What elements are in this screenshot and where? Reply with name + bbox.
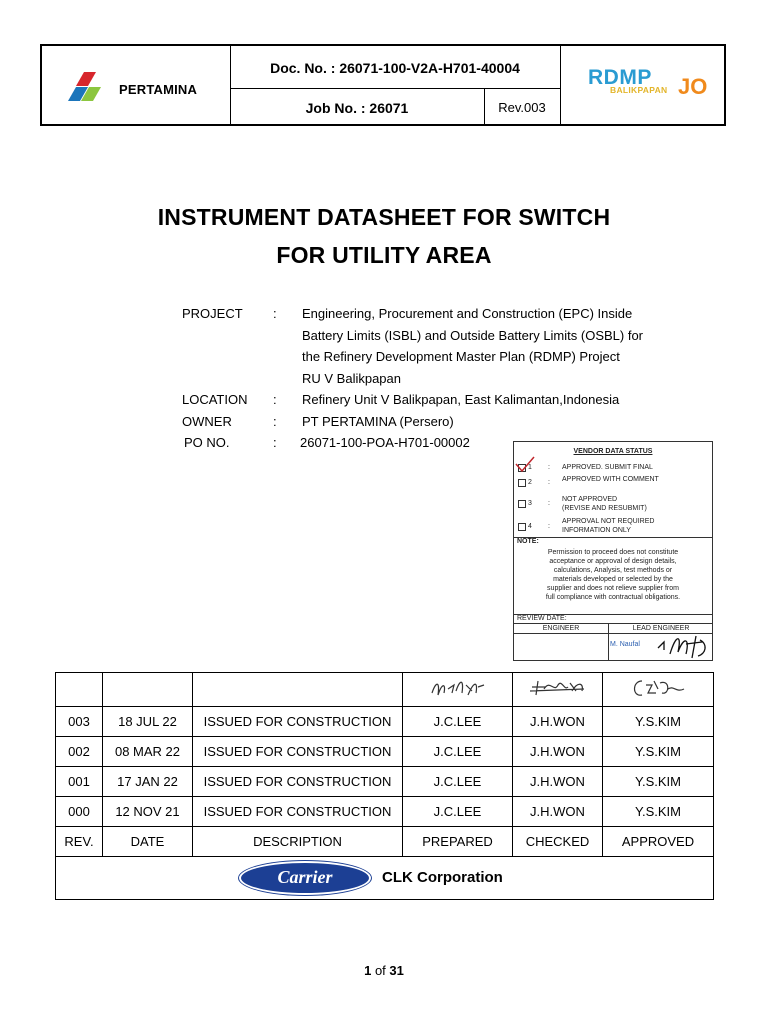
project-line: Engineering, Procurement and Construction (EPC) Inside xyxy=(302,306,633,321)
header-divider xyxy=(230,88,560,89)
note-line: calculations, Analysis, test methods or xyxy=(553,567,673,574)
description-cell: ISSUED FOR CONSTRUCTION xyxy=(193,707,403,737)
prepared-cell: J.C.LEE xyxy=(403,707,513,737)
date-cell: 18 JUL 22 xyxy=(103,707,193,737)
note-line: supplier and does not relieve supplier from xyxy=(547,585,679,592)
description-header: DESCRIPTION xyxy=(193,827,403,857)
note-label: NOTE: xyxy=(517,538,539,545)
checked-cell: J.H.WON xyxy=(513,797,603,827)
status-text: APPROVED WITH COMMENT xyxy=(562,476,659,483)
date-cell: 08 MAR 22 xyxy=(103,737,193,767)
status-checkbox xyxy=(518,479,526,487)
project-label: PROJECT xyxy=(182,306,243,321)
revision-number: Rev.003 xyxy=(498,100,546,115)
status-text: (REVISE AND RESUBMIT) xyxy=(562,505,647,512)
contractor-cell xyxy=(56,857,714,900)
checked-signature-cell xyxy=(513,673,603,707)
note-line: materials developed or selected by the xyxy=(553,576,673,583)
owner-value: PT PERTAMINA (Persero) xyxy=(302,414,454,429)
project-line: Battery Limits (ISBL) and Outside Battery Limits (OSBL) for xyxy=(302,328,644,343)
owner-label: OWNER xyxy=(182,414,232,429)
table-row xyxy=(56,767,714,797)
date-cell: 17 JAN 22 xyxy=(103,767,193,797)
approved-cell: Y.S.KIM xyxy=(603,797,714,827)
location-label: LOCATION xyxy=(182,392,248,407)
page-of-text: of xyxy=(374,963,386,978)
prepared-signature-cell xyxy=(403,673,513,707)
document-title-line2: FOR UTILITY AREA xyxy=(276,242,492,268)
empty-cell xyxy=(103,673,193,707)
colon: : xyxy=(273,392,277,407)
rdmp-logo-text: RDMP xyxy=(588,66,652,89)
date-header: DATE xyxy=(103,827,193,857)
signature-icon xyxy=(428,675,488,701)
lead-engineer-name: M. Naufal xyxy=(610,641,640,648)
checked-cell: J.H.WON xyxy=(513,707,603,737)
vendor-data-status-stamp xyxy=(513,441,713,661)
colon: : xyxy=(548,464,550,471)
signature-icon xyxy=(628,675,688,701)
description-cell: ISSUED FOR CONSTRUCTION xyxy=(193,737,403,767)
rev-header: REV. xyxy=(56,827,103,857)
page-number xyxy=(0,963,768,978)
status-number: 1 xyxy=(528,464,532,471)
carrier-logo-text: Carrier xyxy=(277,867,333,887)
revision-table xyxy=(55,672,714,900)
approved-signature-cell xyxy=(603,673,714,707)
project-line: RU V Balikpapan xyxy=(302,371,401,386)
signature-icon xyxy=(656,632,712,660)
rev-cell: 002 xyxy=(56,737,103,767)
rev-cell: 001 xyxy=(56,767,103,797)
stamp-title: VENDOR DATA STATUS xyxy=(573,448,653,455)
checked-cell: J.H.WON xyxy=(513,767,603,797)
check-mark-icon xyxy=(514,455,536,473)
status-text: APPROVED. SUBMIT FINAL xyxy=(562,464,653,471)
approved-cell: Y.S.KIM xyxy=(603,767,714,797)
prepared-header: PREPARED xyxy=(403,827,513,857)
status-checkbox xyxy=(518,500,526,508)
po-value: 26071-100-POA-H701-00002 xyxy=(300,435,470,450)
colon: : xyxy=(273,435,277,450)
checked-header: CHECKED xyxy=(513,827,603,857)
description-cell: ISSUED FOR CONSTRUCTION xyxy=(193,767,403,797)
job-number: Job No. : 26071 xyxy=(305,100,409,116)
colon: : xyxy=(548,523,550,530)
status-text: INFORMATION ONLY xyxy=(562,527,631,534)
engineer-label: ENGINEER xyxy=(542,625,580,632)
note-line: Permission to proceed does not constitute xyxy=(547,549,679,556)
pertamina-logo-icon xyxy=(62,70,118,104)
rdmp-logo-jo: JO xyxy=(678,74,708,99)
checked-cell: J.H.WON xyxy=(513,737,603,767)
table-row xyxy=(56,707,714,737)
current-page: 1 xyxy=(364,963,372,978)
signature-row xyxy=(56,673,714,707)
signature-icon xyxy=(528,675,588,701)
note-line: acceptance or approval of design details, xyxy=(549,558,677,565)
document-header xyxy=(40,44,726,126)
empty-cell xyxy=(56,673,103,707)
status-number: 3 xyxy=(528,500,532,507)
colon: : xyxy=(273,306,277,321)
date-cell: 12 NOV 21 xyxy=(103,797,193,827)
status-text: APPROVAL NOT REQUIRED xyxy=(562,518,655,525)
stamp-divider xyxy=(608,623,609,660)
rev-cell: 003 xyxy=(56,707,103,737)
table-row xyxy=(56,797,714,827)
colon: : xyxy=(548,479,550,486)
location-value: Refinery Unit V Balikpapan, East Kalimantan,Indonesia xyxy=(302,392,620,407)
document-title-line1: INSTRUMENT DATASHEET FOR SWITCH xyxy=(157,204,611,230)
rev-cell: 000 xyxy=(56,797,103,827)
contractor-name: CLK Corporation xyxy=(382,869,503,886)
stamp-divider xyxy=(514,623,712,624)
status-checkbox xyxy=(518,523,526,531)
status-number: 2 xyxy=(528,479,532,486)
total-pages: 31 xyxy=(389,963,404,978)
approved-cell: Y.S.KIM xyxy=(603,707,714,737)
review-date-label: REVIEW DATE: xyxy=(517,615,567,622)
note-line: full compliance with contractual obligations. xyxy=(545,594,681,601)
header-divider xyxy=(560,46,561,124)
status-number: 4 xyxy=(528,523,532,530)
rdmp-logo-subtext: BALIKPAPAN xyxy=(610,85,668,95)
approved-cell: Y.S.KIM xyxy=(603,737,714,767)
carrier-logo xyxy=(239,861,371,895)
table-row xyxy=(56,737,714,767)
company-name: PERTAMINA xyxy=(119,82,198,97)
prepared-cell: J.C.LEE xyxy=(403,767,513,797)
lead-engineer-label: LEAD ENGINEER xyxy=(632,625,690,632)
project-line: the Refinery Development Master Plan (RDMP) Project xyxy=(302,349,620,364)
colon: : xyxy=(548,500,550,507)
approved-header: APPROVED xyxy=(603,827,714,857)
document-number: Doc. No. : 26071-100-V2A-H701-40004 xyxy=(270,60,520,76)
colon: : xyxy=(273,414,277,429)
empty-cell xyxy=(193,673,403,707)
po-label: PO NO. xyxy=(184,435,230,450)
stamp-divider xyxy=(514,537,712,538)
description-cell: ISSUED FOR CONSTRUCTION xyxy=(193,797,403,827)
status-text: NOT APPROVED xyxy=(562,496,618,503)
prepared-cell: J.C.LEE xyxy=(403,737,513,767)
table-header-row xyxy=(56,827,714,857)
contractor-row xyxy=(56,857,714,900)
prepared-cell: J.C.LEE xyxy=(403,797,513,827)
